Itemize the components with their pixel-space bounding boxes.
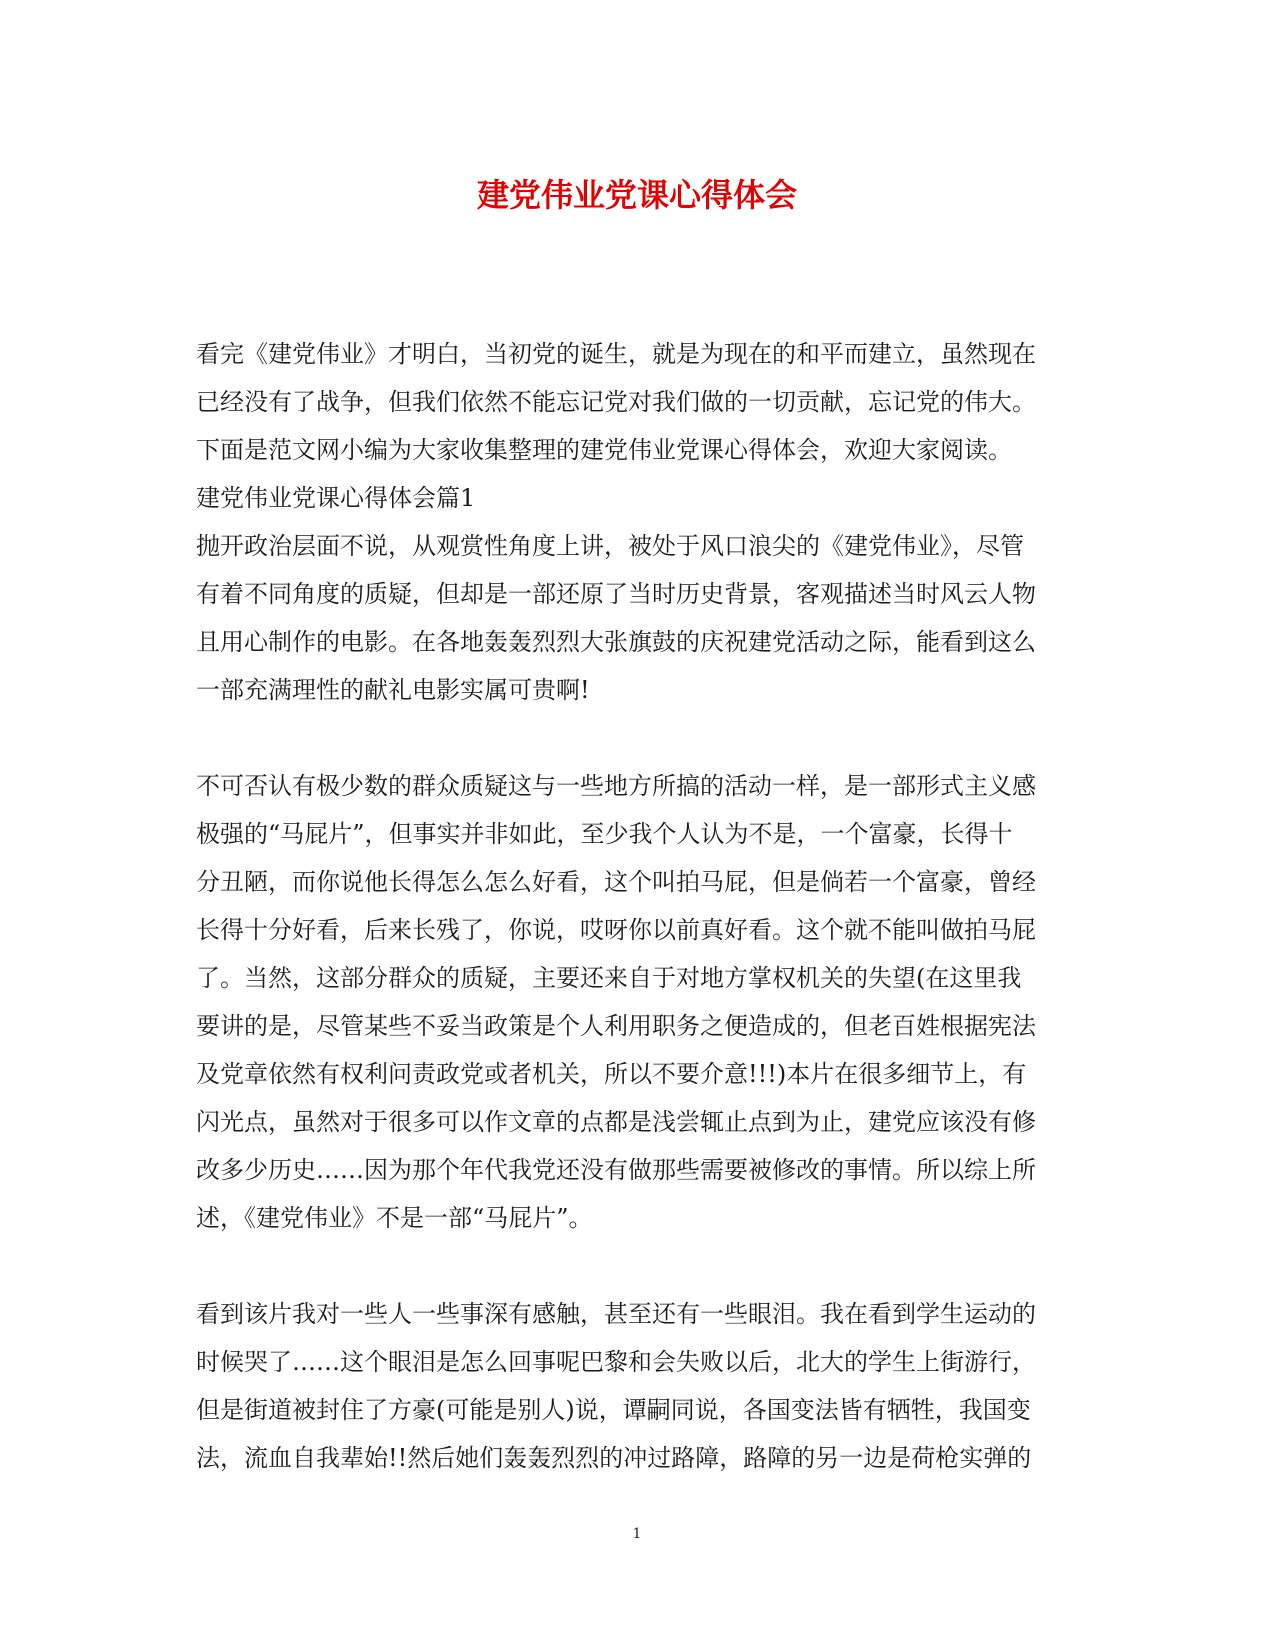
text-line: 及党章依然有权利问责政党或者机关，所以不要介意!!!)本片在很多细节上，有 (196, 1060, 1027, 1088)
text-line: 抛开政治层面不说，从观赏性角度上讲，被处于风口浪尖的《建党伟业》，尽管 (196, 532, 1024, 560)
paragraph-spacer (196, 714, 1076, 762)
text-line: 已经没有了战争，但我们依然不能忘记党对我们做的一切贡献，忘记党的伟大。 (196, 388, 1036, 416)
body-paragraph (196, 762, 1076, 1242)
intro-paragraph (196, 330, 1076, 474)
text-line: 要讲的是，尽管某些不妥当政策是个人利用职务之便造成的，但老百姓根据宪法 (196, 1012, 1036, 1040)
section-heading: 建党伟业党课心得体会篇1 (196, 484, 476, 512)
text-line: 改多少历史……因为那个年代我党还没有做那些需要被修改的事情。所以综上所 (196, 1156, 1036, 1184)
text-line: 有着不同角度的质疑，但却是一部还原了当时历史背景，客观描述当时风云人物 (196, 580, 1036, 608)
text-line: 时候哭了……这个眼泪是怎么回事呢巴黎和会失败以后，北大的学生上街游行， (196, 1348, 1036, 1376)
text-line: 看到该片我对一些人一些事深有感触，甚至还有一些眼泪。我在看到学生运动的 (196, 1300, 1036, 1328)
text-line: 且用心制作的电影。在各地轰轰烈烈大张旗鼓的庆祝建党活动之际，能看到这么 (196, 628, 1036, 656)
text-line: 了。当然，这部分群众的质疑，主要还来自于对地方掌权机关的失望(在这里我 (196, 964, 1022, 992)
text-line: 不可否认有极少数的群众质疑这与一些地方所搞的活动一样，是一部形式主义感 (196, 772, 1036, 800)
document-body (196, 330, 1076, 1482)
text-line: 看完《建党伟业》才明白，当初党的诞生，就是为现在的和平而建立，虽然现在 (196, 340, 1036, 368)
paragraph-spacer (196, 1242, 1076, 1290)
body-paragraph (196, 1290, 1076, 1482)
text-line: 下面是范文网小编为大家收集整理的建党伟业党课心得体会，欢迎大家阅读。 (196, 436, 1012, 464)
text-line: 但是街道被封住了方豪(可能是别人)说，谭嗣同说，各国变法皆有牺牲，我国变 (196, 1396, 1031, 1424)
document-title: 建党伟业党课心得体会 (476, 176, 797, 214)
text-line: 一部充满理性的献礼电影实属可贵啊! (196, 676, 590, 704)
text-line: 极强的“马屁片”，但事实并非如此，至少我个人认为不是，一个富豪，长得十 (196, 820, 1013, 848)
text-line: 分丑陋，而你说他长得怎么怎么好看，这个叫拍马屁，但是倘若一个富豪，曾经 (196, 868, 1036, 896)
text-line: 述，《建党伟业》不是一部“马屁片”。 (196, 1204, 593, 1232)
text-line: 法，流血自我辈始!!然后她们轰轰烈烈的冲过路障，路障的另一边是荷枪实弹的 (196, 1444, 1032, 1472)
text-line: 长得十分好看，后来长残了，你说，哎呀你以前真好看。这个就不能叫做拍马屁 (196, 916, 1036, 944)
text-line: 闪光点，虽然对于很多可以作文章的点都是浅尝辄止点到为止，建党应该没有修 (196, 1108, 1036, 1136)
body-paragraph (196, 522, 1076, 714)
page-number: 1 (632, 1526, 642, 1542)
